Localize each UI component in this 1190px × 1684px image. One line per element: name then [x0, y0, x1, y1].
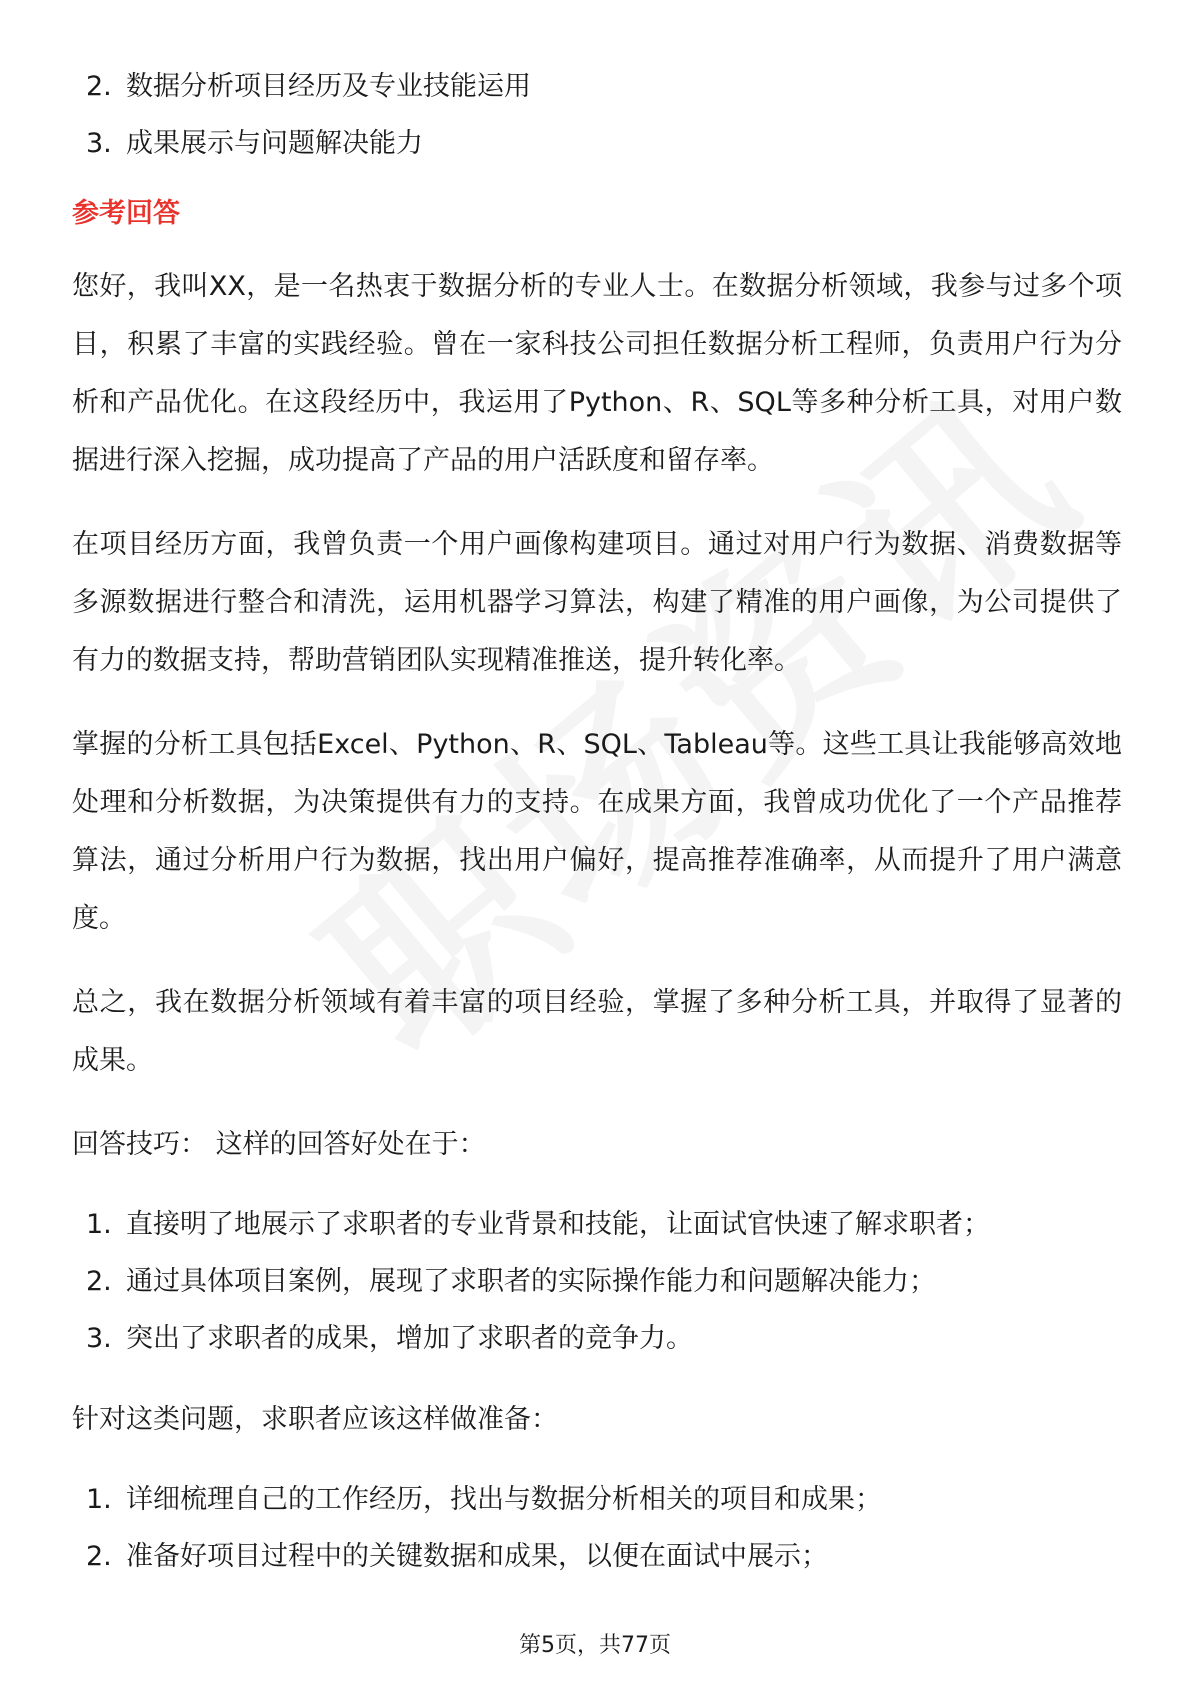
section-title: 参考回答 — [72, 198, 180, 229]
list-item — [72, 1253, 1122, 1310]
list-text: 详细梳理自己的工作经历，找出与数据分析相关的项目和成果； — [126, 1484, 882, 1515]
list-number: 3. — [86, 1323, 112, 1354]
document-page — [72, 58, 1122, 1585]
tips-heading: 回答技巧： 这样的回答好处在于： — [72, 1129, 486, 1160]
prep-heading: 针对这类问题，求职者应该这样做准备： — [72, 1404, 558, 1435]
top-list — [72, 58, 1122, 172]
list-item — [72, 1310, 1122, 1367]
list-number: 3. — [86, 128, 112, 159]
list-item — [72, 1471, 1122, 1528]
list-item — [72, 58, 1122, 115]
list-text: 数据分析项目经历及专业技能运用 — [126, 71, 531, 102]
prep-list — [72, 1471, 1122, 1585]
list-number: 2. — [86, 71, 112, 102]
list-item — [72, 1196, 1122, 1253]
list-number: 1. — [86, 1484, 112, 1515]
list-item — [72, 115, 1122, 172]
answer-paragraph: 总之，我在数据分析领域有着丰富的项目经验，掌握了多种分析工具，并取得了显著的成果。 — [72, 987, 1122, 1076]
answer-paragraph: 您好，我叫XX，是一名热衷于数据分析的专业人士。在数据分析领域，我参与过多个项目，积累了丰富的实践经验。曾在一家科技公司担任数据分析工程师，负责用户行为分析和产品优化。在这段经历中，我运用了Python、R、SQL等多种分析工具，对用户数据进行深入挖掘，成功提高了产品的用户活跃度和留存率。 — [72, 271, 1122, 476]
list-number: 1. — [86, 1209, 112, 1240]
list-text: 通过具体项目案例，展现了求职者的实际操作能力和问题解决能力； — [126, 1266, 936, 1297]
page-footer: 第5页，共77页 — [519, 1633, 671, 1658]
list-number: 2. — [86, 1541, 112, 1572]
list-text: 准备好项目过程中的关键数据和成果，以便在面试中展示； — [126, 1541, 828, 1572]
list-text: 直接明了地展示了求职者的专业背景和技能，让面试官快速了解求职者； — [126, 1209, 990, 1240]
list-number: 2. — [86, 1266, 112, 1297]
answer-paragraph: 在项目经历方面，我曾负责一个用户画像构建项目。通过对用户行为数据、消费数据等多源数据进行整合和清洗，运用机器学习算法，构建了精准的用户画像，为公司提供了有力的数据支持，帮助营销团队实现精准推送，提升转化率。 — [72, 529, 1122, 676]
list-text: 突出了求职者的成果，增加了求职者的竞争力。 — [126, 1323, 693, 1354]
tips-list — [72, 1196, 1122, 1367]
answer-paragraph: 掌握的分析工具包括Excel、Python、R、SQL、Tableau等。这些工具让我能够高效地处理和分析数据，为决策提供有力的支持。在成果方面，我曾成功优化了一个产品推荐算法，通过分析用户行为数据，找出用户偏好，提高推荐准确率，从而提升了用户满意度。 — [72, 729, 1122, 934]
list-text: 成果展示与问题解决能力 — [126, 128, 423, 159]
list-item — [72, 1528, 1122, 1585]
